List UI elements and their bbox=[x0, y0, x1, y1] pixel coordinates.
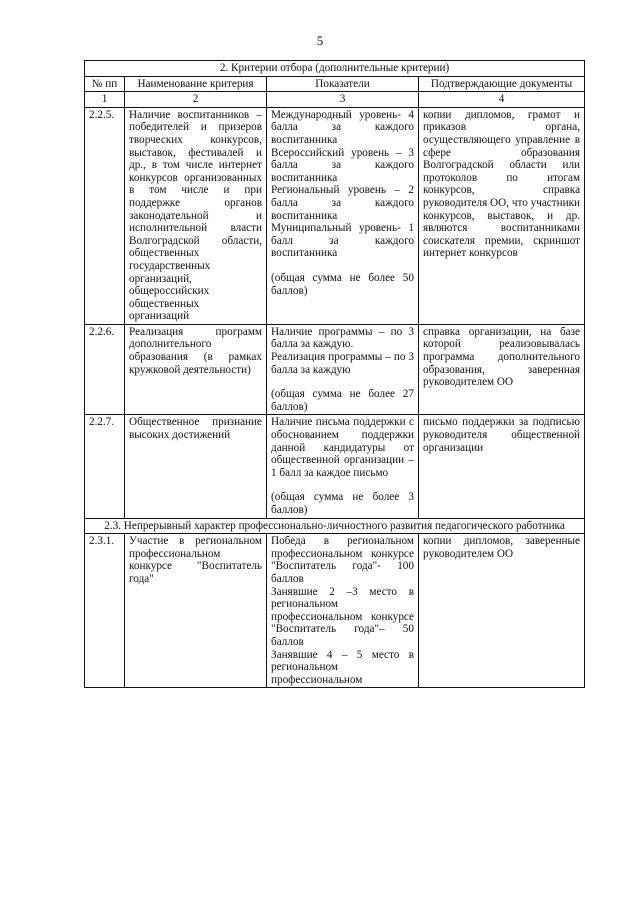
indicator-line: Всероссийский уровень – 3 балла за каждого воспитанника bbox=[271, 146, 414, 184]
criterion-name: Реализация программ дополнительного образования (в рамках кружковой деятельности) bbox=[125, 324, 267, 415]
header-indicators: Показатели bbox=[267, 76, 419, 92]
criterion-indicators bbox=[267, 324, 419, 415]
header-criterion-name: Наименование критерия bbox=[125, 76, 267, 92]
criterion-indicators bbox=[267, 107, 419, 324]
column-number-4: 4 bbox=[419, 92, 585, 108]
criterion-documents: справка организации, на базе которой реализовывалась программа дополнительного образования, заверенная руководителем ОО bbox=[419, 324, 585, 415]
criterion-number: 2.2.7. bbox=[85, 415, 125, 518]
table-row bbox=[85, 415, 585, 518]
indicator-total: (общая сумма не более 3 баллов) bbox=[271, 491, 414, 516]
criterion-documents: копии дипломов, грамот и приказов органа, осуществляющего управление в сфере образования Волгоградской области или протоколов по итогам конкурсов, справка руководителя ОО, что участники конкурсов, выставок, и др. являются воспитанниками соискателя премии, скриншот интернет конкурсов bbox=[419, 107, 585, 324]
indicator-line: Наличие письма поддержки с обоснованием поддержки данной кандидатуры от общественной организации – 1 балл за каждое письмо bbox=[271, 416, 414, 479]
criterion-name: Наличие воспитанников – победителей и призеров творческих конкурсов, выставок, фестивалей и др., в том числе интернет конкурсов организованных в том числе и при поддержке органов законодательной и исполнительной власти Волгоградской области, общественных государственных организаций, общероссийских общественных организаций bbox=[125, 107, 267, 324]
indicator-line: Муниципальный уровень- 1 балл за каждого воспитанника bbox=[271, 222, 414, 260]
indicator-line: Международный уровень- 4 балла за каждого воспитанника bbox=[271, 108, 414, 146]
table-row bbox=[85, 324, 585, 415]
indicator-line: Наличие программы – по 3 балла за каждую. bbox=[271, 325, 414, 351]
criterion-name: Общественное признание высоких достижений bbox=[125, 415, 267, 518]
indicator-total: (общая сумма не более 27 баллов) bbox=[271, 388, 414, 413]
column-number-2: 2 bbox=[125, 92, 267, 108]
table-row bbox=[85, 534, 585, 688]
header-number: № пп bbox=[85, 76, 125, 92]
indicator-line: Занявшие 4 – 5 место в региональном профессиональном bbox=[271, 648, 414, 686]
section-2-title: 2. Критерии отбора (дополнительные критерии) bbox=[85, 61, 585, 77]
table-row bbox=[85, 107, 585, 324]
column-number-row bbox=[85, 92, 585, 108]
indicator-line: Занявшие 2 –3 место в региональном профессиональном конкурсе "Воспитатель года"– 50 баллов bbox=[271, 585, 414, 648]
criterion-number: 2.2.6. bbox=[85, 324, 125, 415]
criterion-name: Участие в региональном профессиональном конкурсе "Воспитатель года" bbox=[125, 534, 267, 688]
header-documents: Подтверждающие документы bbox=[419, 76, 585, 92]
column-number-3: 3 bbox=[267, 92, 419, 108]
indicator-total: (общая сумма не более 50 баллов) bbox=[271, 271, 414, 297]
criteria-table bbox=[84, 60, 585, 688]
criterion-indicators bbox=[267, 415, 419, 518]
criterion-number: 2.3.1. bbox=[85, 534, 125, 688]
column-number-1: 1 bbox=[85, 92, 125, 108]
section-23-title: 2.3. Непрерывный характер профессионально-личностного развития педагогического работника bbox=[85, 518, 585, 534]
criterion-documents: письмо поддержки за подписью руководителя общественной организации bbox=[419, 415, 585, 518]
section-23-title-row bbox=[85, 518, 585, 534]
criterion-documents: копии дипломов, заверенные руководителем ОО bbox=[419, 534, 585, 688]
indicator-line: Реализация программы – по 3 балла за каждую bbox=[271, 351, 414, 376]
criterion-number: 2.2.5. bbox=[85, 107, 125, 324]
page-number: 5 bbox=[316, 33, 324, 48]
section-2-title-row bbox=[85, 61, 585, 77]
indicator-line: Региональный уровень – 2 балла за каждого воспитанника bbox=[271, 184, 414, 222]
criterion-indicators bbox=[267, 534, 419, 688]
header-row bbox=[85, 76, 585, 92]
indicator-line: Победа в региональном профессиональном конкурсе "Воспитатель года"- 100 баллов bbox=[271, 535, 414, 585]
